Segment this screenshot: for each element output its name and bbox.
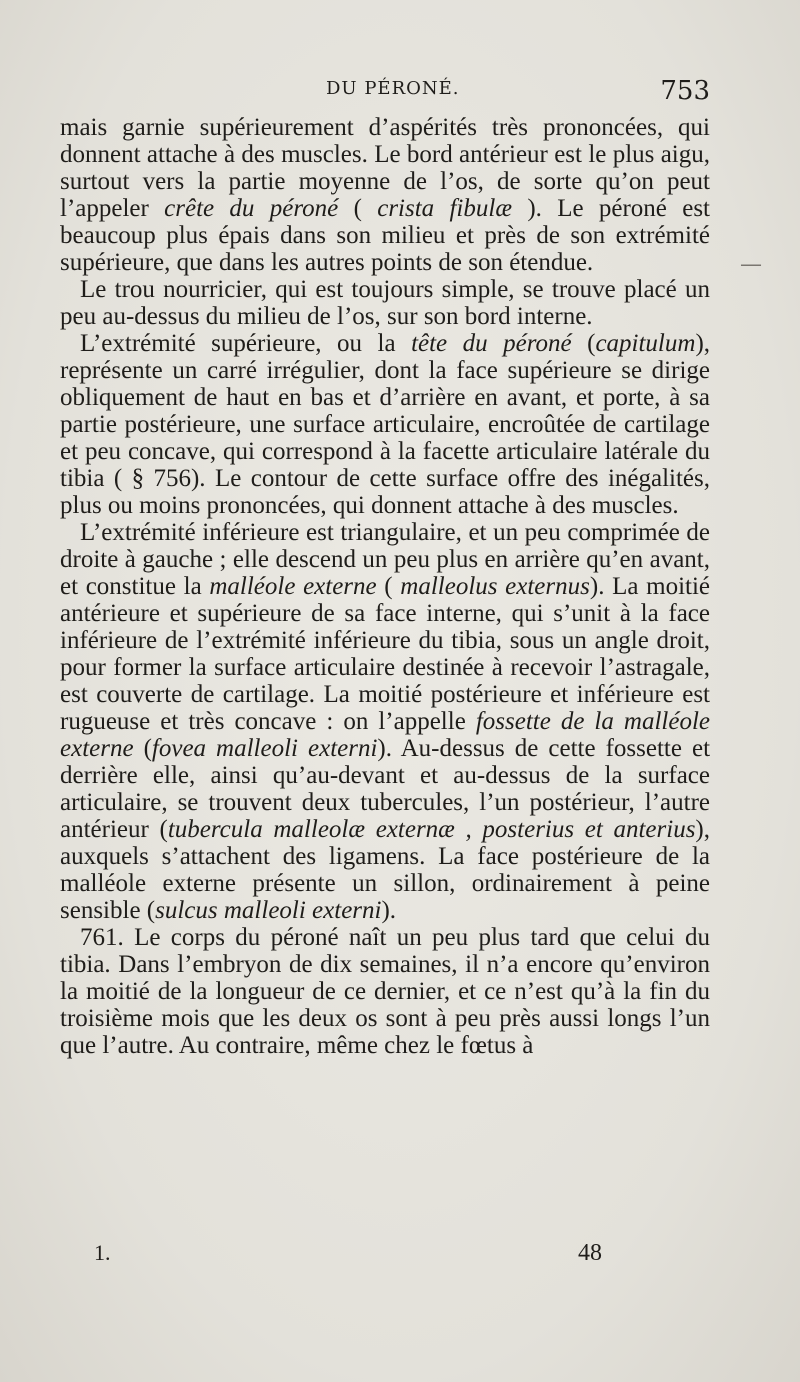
text-run: ).: [381, 897, 397, 924]
running-head: DU PÉRONÉ.: [326, 78, 460, 99]
text-run: L’extrémité supérieure, ou la: [80, 330, 412, 357]
page-header: [60, 78, 710, 114]
page-footer: [60, 1240, 710, 1270]
page-number: 753: [660, 76, 710, 106]
italic-term: tubercula malleolæ externæ , posterius et anterius: [167, 816, 696, 843]
text-run: (: [376, 573, 401, 600]
italic-term: malléole externe: [209, 573, 377, 600]
italic-term: fossette de la malléole externe: [60, 708, 710, 762]
margin-dash-mark: —: [740, 252, 762, 277]
text-run: ). La moitié antérieure et supérieure de sa face interne, qui s’unit à la face inférieure de l’extrémité inférieure du tibia, sous un angle droit, pour former la surface articulaire destinée à recevoir l’astragale, est couverte de cartilage. La moitié postérieure et inférieure est rugueuse et très concave : on l’appelle: [60, 573, 711, 735]
italic-term: crête du péroné: [164, 195, 339, 222]
italic-term: tête du péroné: [411, 330, 572, 357]
paragraph: [60, 519, 710, 924]
text-run: ). Au-dessus de cette fossette et derrière elle, ainsi qu’au-devant et au-dessus de la surface articulaire, se trouvent deux tubercules, l’un postérieur, l’autre antérieur (: [60, 735, 711, 843]
body-text: [60, 114, 710, 1059]
text-run: ), représente un carré irrégulier, dont la face supérieure se dirige obliquement de haut en bas et d’arrière en avant, et porte, à sa partie postérieure, une surface articulaire, encroûtée de cartilage et peu concave, qui correspond à la facette articulaire latérale du tibia ( § 756). Le contour de cette surface offre des inégalités, plus ou moins prononcées, qui donnent attache à des muscles.: [60, 330, 711, 519]
paragraph: [60, 924, 710, 1059]
italic-term: crista fibulæ: [377, 195, 512, 222]
italic-term: sulcus malleoli externi: [155, 897, 382, 924]
paragraph: [60, 276, 710, 330]
gathering-number: 48: [578, 1240, 602, 1266]
text-run: ), auxquels s’attachent des ligamens. La face postérieure de la malléole externe présente un sillon, ordinairement à peine sensible (: [60, 816, 710, 924]
text-run: (: [338, 195, 378, 222]
signature-mark: 1.: [94, 1240, 111, 1265]
italic-term: capitulum: [595, 330, 696, 357]
text-run: (: [133, 735, 152, 762]
text-run: ). Le péroné est beaucoup plus épais dans son milieu et près de son extrémité supérieure, que dans les autres points de son étendue.: [60, 195, 710, 276]
text-run: L’extrémité inférieure est triangulaire, et un peu comprimée de droite à gauche ; elle descend un peu plus en arrière qu’en avant, et constitue la: [60, 519, 710, 600]
text-run: mais garnie supérieurement d’aspérités très prononcées, qui donnent attache à des muscles. Le bord antérieur est le plus aigu, surtout vers la partie moyenne de l’os, de sorte qu’on peut l’appeler: [60, 114, 710, 222]
italic-term: malleolus externus: [400, 573, 590, 600]
text-run: (: [571, 330, 596, 357]
italic-term: fovea malleoli externi: [151, 735, 378, 762]
text-run: Le trou nourricier, qui est toujours simple, se trouve placé un peu au-dessus du milieu de l’os, sur son bord interne.: [60, 276, 710, 330]
paragraph: [60, 114, 710, 276]
text-run: 761. Le corps du péroné naît un peu plus tard que celui du tibia. Dans l’embryon de dix semaines, il n’a encore qu’environ la moitié de la longueur de ce dernier, et ce n’est qu’à la fin du troisième mois que les deux os sont à peu près aussi longs l’un que l’autre. Au contraire, même chez le fœtus à: [60, 924, 710, 1059]
paragraph: [60, 330, 710, 519]
